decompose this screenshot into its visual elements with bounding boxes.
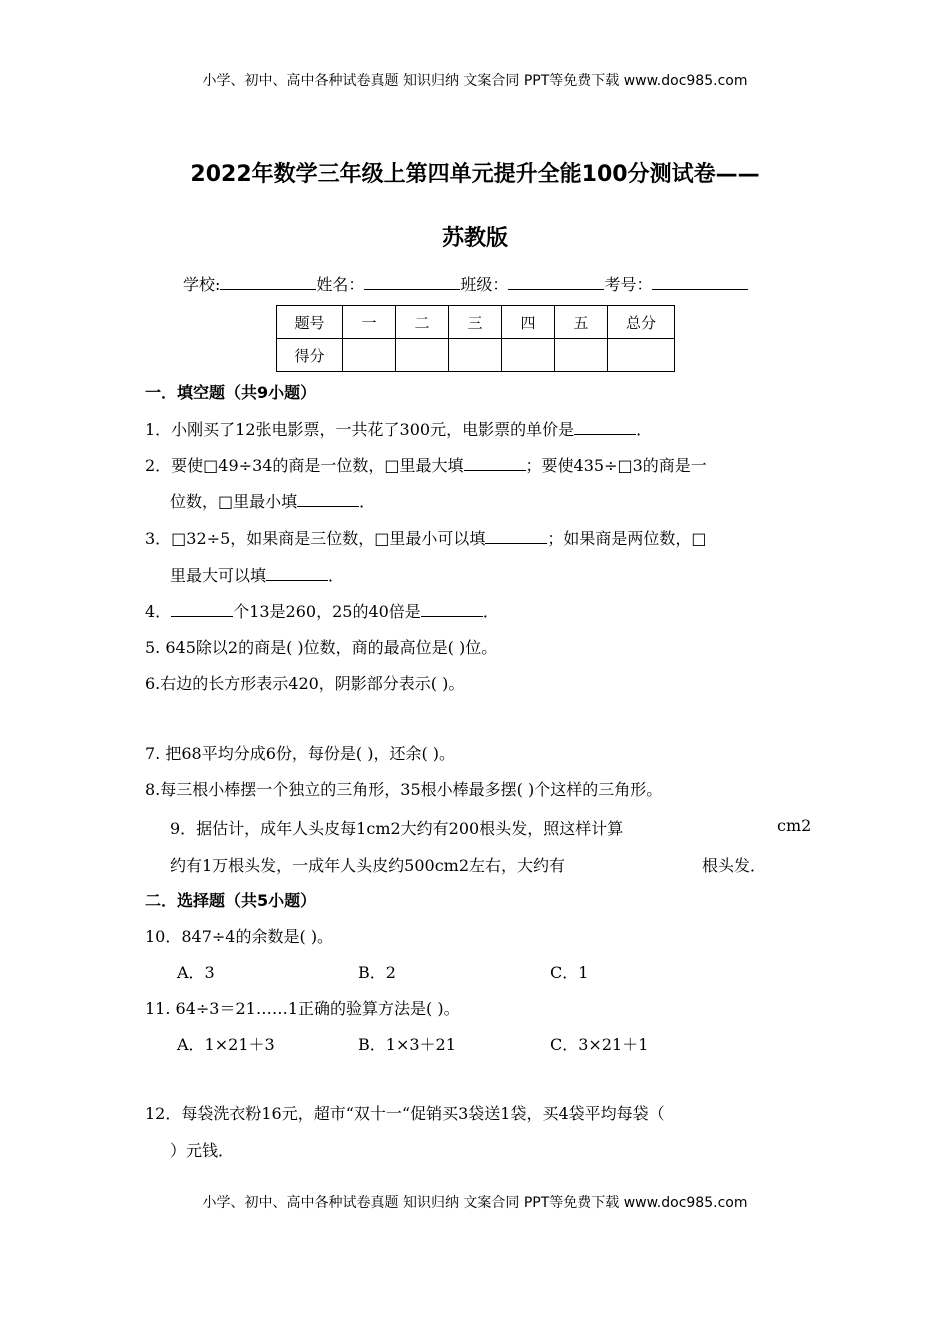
score-cell[interactable] <box>449 339 502 372</box>
score-header-cell: 二 <box>396 306 449 339</box>
question-7: 7. 把68平均分成6份，每份是( )，还余( )。 <box>145 744 456 763</box>
answer-blank[interactable] <box>464 456 526 471</box>
question-9-end: 根头发． <box>702 856 767 875</box>
question-12-cont: ）元钱． <box>170 1141 235 1160</box>
question-2-end: ． <box>359 492 376 511</box>
score-table <box>276 305 675 372</box>
answer-blank[interactable] <box>421 602 483 617</box>
school-label: 学校: <box>183 275 221 294</box>
question-2 <box>145 453 707 476</box>
score-cell[interactable] <box>608 339 675 372</box>
page-footer: 小学、初中、高中各种试卷真题 知识归纳 文案合同 PPT等免费下载 www.doc985.com <box>202 1195 748 1211</box>
question-1 <box>145 417 652 440</box>
answer-blank[interactable] <box>297 492 359 507</box>
score-header-cell: 四 <box>502 306 555 339</box>
question-11: 11. 64÷3＝21……1正确的验算方法是( )。 <box>145 999 460 1018</box>
score-header-cell: 题号 <box>277 306 343 339</box>
score-cell[interactable] <box>396 339 449 372</box>
section1-title: 一．填空题（共9小题） <box>145 383 317 402</box>
question-5: 5. 645除以2的商是( )位数，商的最高位是( )位。 <box>145 638 498 657</box>
class-label: 班级： <box>460 275 509 294</box>
section2-title: 二．选择题（共5小题） <box>145 891 317 910</box>
exam-no-label: 考号： <box>604 275 653 294</box>
page-title-line1: 2022年数学三年级上第四单元提升全能100分测试卷—— <box>190 162 760 187</box>
question-1-text: 1．小刚买了12张电影票，一共花了300元，电影票的单价是 <box>145 420 575 439</box>
question-4-end: ． <box>482 602 499 621</box>
question-6: 6.右边的长方形表示420，阴影部分表示( )。 <box>145 674 465 693</box>
question-11-option-b[interactable]: B．1×3＋21 <box>358 1035 456 1054</box>
answer-blank[interactable] <box>574 420 636 435</box>
student-info-line <box>183 272 748 295</box>
class-blank[interactable] <box>508 275 604 290</box>
score-cell[interactable] <box>555 339 608 372</box>
answer-blank[interactable] <box>485 529 547 544</box>
score-header-cell: 五 <box>555 306 608 339</box>
question-3-text: 3．□32÷5，如果商是三位数，□里最小可以填 <box>145 529 486 548</box>
question-3-cont <box>170 563 344 586</box>
question-9-text-2: 约有1万根头发，一成年人头皮约500cm2左右，大约有 <box>170 856 566 875</box>
question-9-text: 9．据估计，成年人头皮每1cm2大约有200根头发，照这样计算 <box>170 819 624 838</box>
question-4-text: 个13是260，25的40倍是 <box>233 602 421 621</box>
question-2-text: 2．要使□49÷34的商是一位数，□里最大填 <box>145 456 464 475</box>
question-4-number: 4． <box>145 602 172 621</box>
question-1-end: ． <box>636 420 653 439</box>
score-header-cell: 总分 <box>608 306 675 339</box>
name-label: 姓名： <box>316 275 365 294</box>
answer-blank[interactable] <box>171 602 233 617</box>
question-3-end: ． <box>328 566 345 585</box>
name-blank[interactable] <box>364 275 460 290</box>
question-11-option-a[interactable]: A．1×21＋3 <box>177 1035 275 1054</box>
question-8: 8.每三根小棒摆一个独立的三角形，35根小棒最多摆( )个这样的三角形。 <box>145 780 663 799</box>
question-4 <box>145 599 499 622</box>
question-11-option-c[interactable]: C．3×21＋1 <box>550 1035 649 1054</box>
page-header: 小学、初中、高中各种试卷真题 知识归纳 文案合同 PPT等免费下载 www.doc985.com <box>202 73 748 89</box>
score-header-cell: 三 <box>449 306 502 339</box>
answer-blank[interactable] <box>266 566 328 581</box>
question-10-option-b[interactable]: B．2 <box>358 963 396 982</box>
score-table-score-row <box>277 339 675 372</box>
question-2-cont <box>170 489 375 512</box>
question-2-text-2: ；要使435÷□3的商是一 <box>525 456 707 475</box>
score-cell[interactable] <box>502 339 555 372</box>
score-cell[interactable] <box>343 339 396 372</box>
question-3-text-2: ；如果商是两位数，□ <box>547 529 707 548</box>
score-row-label: 得分 <box>277 339 343 372</box>
question-3 <box>145 526 707 549</box>
exam-no-blank[interactable] <box>652 275 748 290</box>
question-10-option-c[interactable]: C．1 <box>550 963 589 982</box>
question-2-text-3: 位数，□里最小填 <box>170 492 298 511</box>
page-title-line2: 苏教版 <box>441 226 508 251</box>
school-blank[interactable] <box>220 275 316 290</box>
question-9-unit: cm2 <box>777 816 812 835</box>
question-10: 10．847÷4的余数是( )。 <box>145 927 334 946</box>
score-header-cell: 一 <box>343 306 396 339</box>
question-12: 12．每袋洗衣粉16元，超市“双十一“促销买3袋送1袋，买4袋平均每袋（ <box>145 1104 665 1123</box>
question-3-text-3: 里最大可以填 <box>170 566 267 585</box>
score-table-header-row <box>277 306 675 339</box>
question-10-option-a[interactable]: A．3 <box>177 963 215 982</box>
